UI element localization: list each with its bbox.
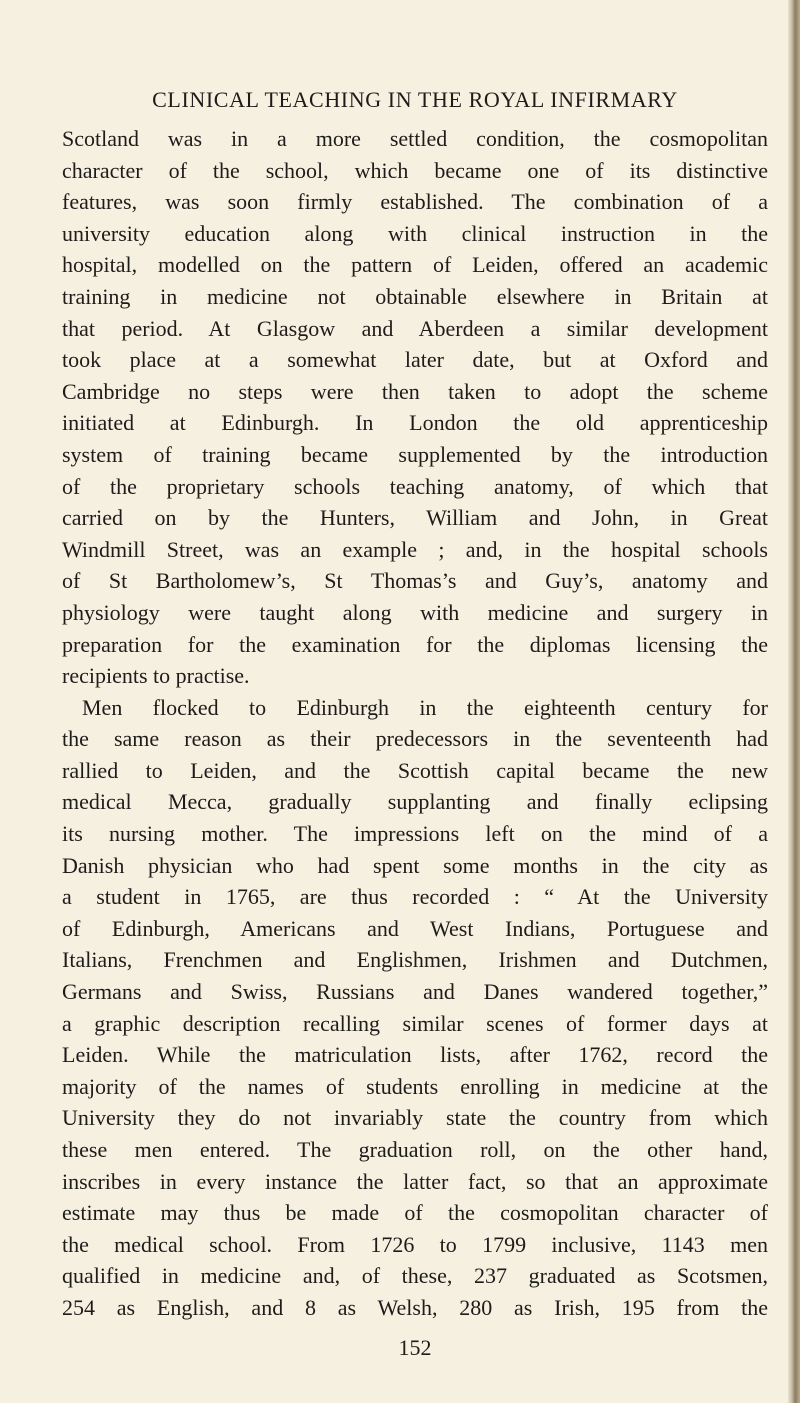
body-text <box>62 123 768 1324</box>
text-line: carried on by the Hunters, William and John, in Great <box>62 505 768 531</box>
text-line: Men flocked to Edinburgh in the eighteenth century for <box>82 694 768 720</box>
text-line: Cambridge no steps were then taken to adopt the scheme <box>62 378 768 404</box>
text-line: University they do not invariably state the country from which <box>62 1105 768 1131</box>
text-line: the medical school. From 1726 to 1799 inclusive, 1143 men <box>62 1231 768 1257</box>
running-header: CLINICAL TEACHING IN THE ROYAL INFIRMARY <box>152 87 678 112</box>
text-line: physiology were taught along with medicine and surgery in <box>62 599 768 625</box>
text-line: Italians, Frenchmen and Englishmen, Irishmen and Dutchmen, <box>62 947 768 973</box>
text-line: the same reason as their predecessors in the seventeenth had <box>62 726 768 752</box>
text-line: preparation for the examination for the diplomas licensing the <box>62 631 768 657</box>
text-line: of Edinburgh, Americans and West Indians, Portuguese and <box>62 915 768 941</box>
text-line: of St Bartholomew’s, St Thomas’s and Guy’s, anatomy and <box>62 568 768 594</box>
text-line: university education along with clinical instruction in the <box>62 220 768 246</box>
text-line: of the proprietary schools teaching anatomy, of which that <box>62 473 768 499</box>
text-line: system of training became supplemented by the introduction <box>62 441 768 467</box>
text-line: qualified in medicine and, of these, 237 graduated as Scotsmen, <box>62 1263 768 1289</box>
text-line: inscribes in every instance the latter fact, so that an approximate <box>62 1168 768 1194</box>
text-line: Danish physician who had spent some months in the city as <box>62 852 768 878</box>
text-line: character of the school, which became one of its distinctive <box>62 157 768 183</box>
page-edge <box>788 0 800 1403</box>
text-line: took place at a somewhat later date, but at Oxford and <box>62 347 768 373</box>
text-line: estimate may thus be made of the cosmopolitan character of <box>62 1200 768 1226</box>
text-line: recipients to practise. <box>62 663 250 689</box>
text-line: initiated at Edinburgh. In London the old apprenticeship <box>62 410 768 436</box>
page-number: 152 <box>398 1335 432 1360</box>
text-line: its nursing mother. The impressions left on the mind of a <box>62 821 768 847</box>
text-line: a student in 1765, are thus recorded : “ At the University <box>62 884 768 910</box>
text-line: Leiden. While the matriculation lists, after 1762, record the <box>62 1042 768 1068</box>
text-line: a graphic description recalling similar scenes of former days at <box>62 1010 768 1036</box>
text-line: hospital, modelled on the pattern of Leiden, offered an academic <box>62 252 768 278</box>
text-line: that period. At Glasgow and Aberdeen a similar development <box>62 315 768 341</box>
text-line: Scotland was in a more settled condition, the cosmopolitan <box>62 126 768 151</box>
text-line: rallied to Leiden, and the Scottish capital became the new <box>62 757 768 783</box>
text-line: majority of the names of students enrolling in medicine at the <box>62 1073 768 1099</box>
text-line: these men entered. The graduation roll, on the other hand, <box>62 1137 768 1162</box>
text-line: 254 as English, and 8 as Welsh, 280 as Irish, 195 from the <box>62 1294 768 1320</box>
text-line: training in medicine not obtainable elsewhere in Britain at <box>62 283 768 309</box>
text-line: features, was soon firmly established. The combination of a <box>62 189 768 215</box>
text-line: medical Mecca, gradually supplanting and finally eclipsing <box>62 789 768 815</box>
text-line: Germans and Swiss, Russians and Danes wandered together,” <box>62 979 768 1005</box>
text-line: Windmill Street, was an example ; and, in the hospital schools <box>62 536 768 562</box>
